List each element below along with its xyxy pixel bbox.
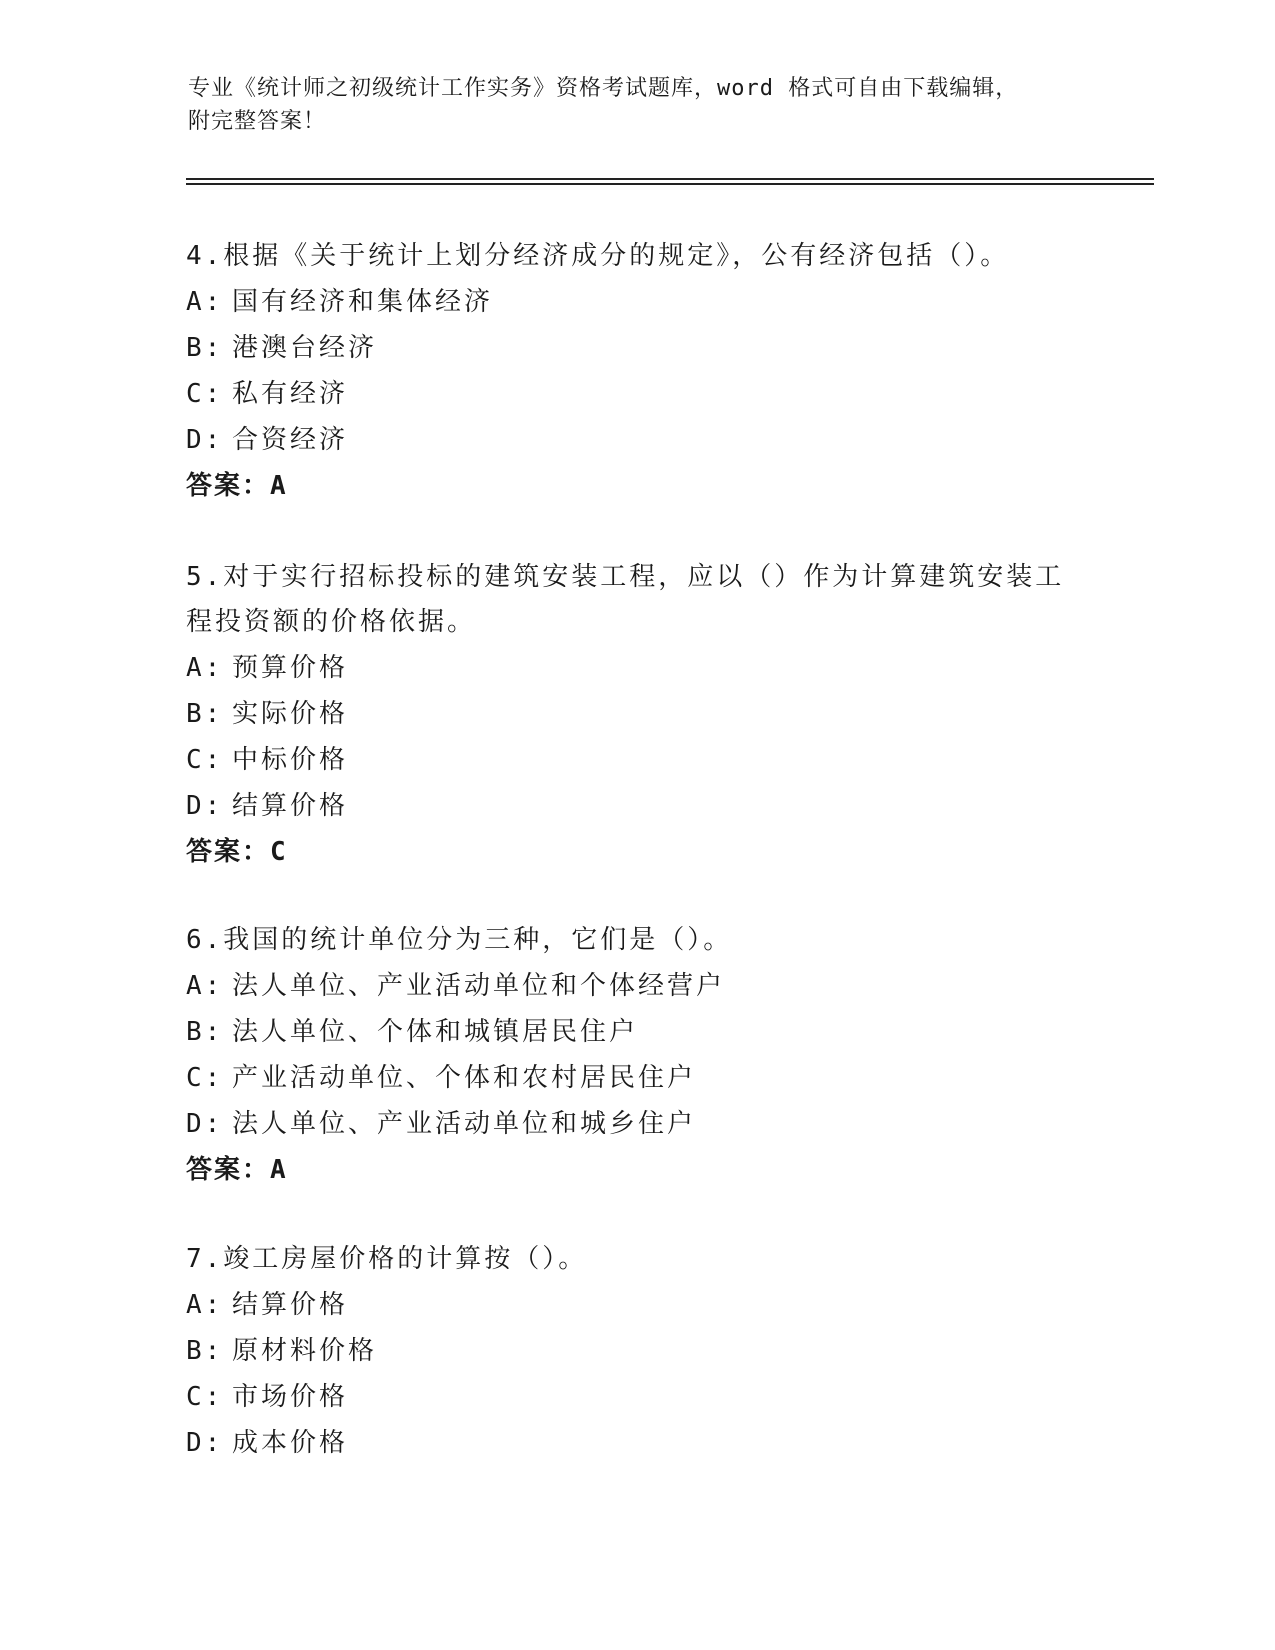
option-letter: B: [186, 333, 224, 363]
option-text: 成本价格 [232, 1428, 349, 1458]
option-text: 原材料价格 [232, 1336, 378, 1366]
question-5 [186, 555, 1086, 875]
option-text: 国有经济和集体经济 [232, 287, 494, 317]
question-stem: 6.我国的统计单位分为三种，它们是（）。 [186, 925, 733, 955]
header-line-1: 专业《统计师之初级统计工作实务》资格考试题库，word 格式可自由下载编辑， [188, 76, 1019, 101]
question-stem-line-1: 5.对于实行招标投标的建筑安装工程，应以（）作为计算建筑安装工 [186, 562, 1065, 592]
option-b [186, 325, 1086, 371]
answer-label: 答案：A [186, 1155, 288, 1185]
option-letter: B: [186, 1336, 224, 1366]
option-letter: A: [186, 971, 224, 1001]
question-stem: 4.根据《关于统计上划分经济成分的规定》，公有经济包括（）。 [186, 241, 1010, 271]
option-text: 实际价格 [232, 699, 349, 729]
document-header [188, 72, 1088, 138]
option-text: 港澳台经济 [232, 333, 378, 363]
option-text: 结算价格 [232, 1290, 349, 1320]
option-letter: C: [186, 1063, 224, 1093]
option-d [186, 1101, 1086, 1147]
answer-label: 答案：C [186, 837, 288, 867]
option-d [186, 783, 1086, 829]
answer-label: 答案：A [186, 471, 288, 501]
option-text: 结算价格 [232, 791, 349, 821]
option-letter: C: [186, 745, 224, 775]
option-b [186, 1009, 1086, 1055]
option-text: 私有经济 [232, 379, 349, 409]
option-letter: D: [186, 425, 224, 455]
option-c [186, 737, 1086, 783]
question-4 [186, 234, 1086, 509]
option-letter: B: [186, 699, 224, 729]
question-7 [186, 1237, 1086, 1466]
option-text: 产业活动单位、个体和农村居民住户 [232, 1063, 697, 1093]
option-c [186, 371, 1086, 417]
option-a [186, 963, 1086, 1009]
option-a [186, 645, 1086, 691]
option-text: 法人单位、产业活动单位和城乡住户 [232, 1109, 697, 1139]
option-letter: D: [186, 791, 224, 821]
option-b [186, 1328, 1086, 1374]
header-divider-bottom [186, 183, 1154, 185]
question-stem: 7.竣工房屋价格的计算按（）。 [186, 1244, 588, 1274]
option-letter: B: [186, 1017, 224, 1047]
option-b [186, 691, 1086, 737]
question-6 [186, 918, 1086, 1193]
option-text: 合资经济 [232, 425, 349, 455]
option-text: 法人单位、个体和城镇居民住户 [232, 1017, 639, 1047]
option-text: 预算价格 [232, 653, 349, 683]
header-divider-top [186, 178, 1154, 180]
option-letter: A: [186, 1290, 224, 1320]
question-stem-line-2: 程投资额的价格依据。 [186, 607, 477, 637]
option-a [186, 1282, 1086, 1328]
option-text: 法人单位、产业活动单位和个体经营户 [232, 971, 726, 1001]
option-letter: C: [186, 1382, 224, 1412]
option-letter: D: [186, 1109, 224, 1139]
option-text: 中标价格 [232, 745, 349, 775]
option-c [186, 1374, 1086, 1420]
option-d [186, 1420, 1086, 1466]
header-line-2: 附完整答案！ [188, 109, 327, 134]
option-letter: C: [186, 379, 224, 409]
option-letter: A: [186, 653, 224, 683]
option-d [186, 417, 1086, 463]
option-c [186, 1055, 1086, 1101]
option-letter: D: [186, 1428, 224, 1458]
option-text: 市场价格 [232, 1382, 349, 1412]
option-a [186, 279, 1086, 325]
option-letter: A: [186, 287, 224, 317]
